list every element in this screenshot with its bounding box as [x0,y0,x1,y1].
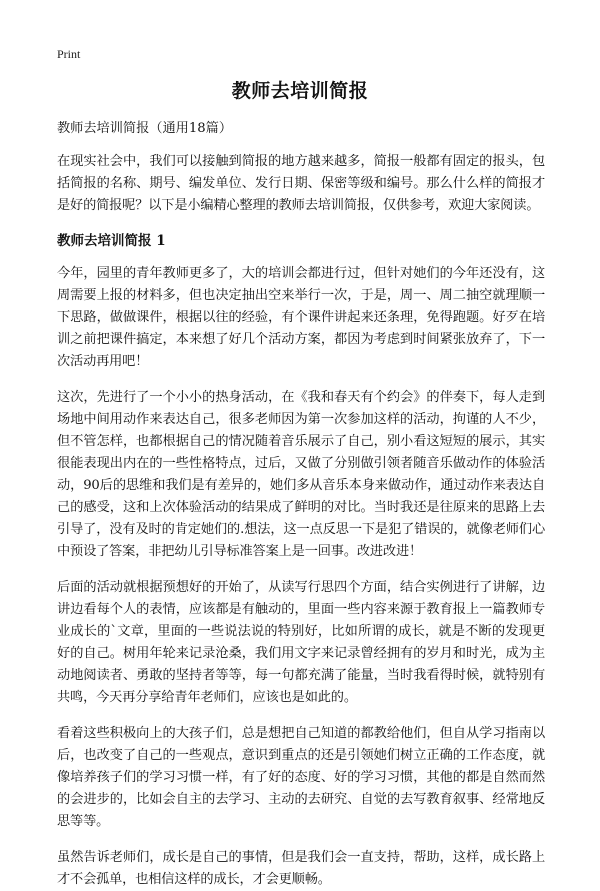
body-paragraph-5: 虽然告诉老师们，成长是自己的事情，但是我们会一直支持，帮助，这样，成长路上才不会孤单，也相信这样的成长，才会更顺畅。 [57,850,545,887]
section-heading: 教师去培训简报 1 [57,233,166,249]
intro-paragraph: 在现实社会中，我们可以接触到简报的地方越来越多，简报一般都有固定的报头，包括简报的名称、期号、编发单位、发行日期、保密等级和编号。那么什么样的简报才是好的简报呢？以下是小编精心整理的教师去培训简报，仅供参考，欢迎大家阅读。 [57,154,545,213]
document-title: 教师去培训简报 [231,80,369,102]
print-label: Print [57,47,81,61]
document-subtitle: 教师去培训简报（通用18篇） [57,121,233,136]
body-paragraph-4: 看着这些积极向上的大孩子们，总是想把自己知道的都教给他们，但自从学习指南以后，也改变了自己的一些观点，意识到重点的还是引领她们树立正确的工作态度，就像培养孩子们的学习习惯一样，有了好的态度、好的学习习惯，其他的都是自然而然的会进步的，比如会自主的去学习、主动的去研究、自觉的去写教育叙事、经常地反思等等。 [57,726,545,829]
document-body [57,118,545,891]
body-paragraph-2: 这次，先进行了一个小小的热身活动，在《我和春天有个约会》的伴奏下，每人走到场地中间用动作来表达自己，很多老师因为第一次参加这样的活动，拘谨的人不少，但不管怎样，也都根据自己的情况随着音乐展示了自己，别小看这短短的展示，其实很能表现出内在的一些性格特点，过后，又做了分别做引领者随音乐做动作的体验活动，90后的思维和我们是有差异的，她们多从音乐本身来做动作，通过动作来表达自己的感受，这和上次体验活动的结果成了鲜明的对比。当时我还是往原来的思路上去引导了，没有及时的肯定她们的.想法，这一点反思一下是犯了错误的，就像老师们心中预设了答案，非把幼儿引导标准答案上是一回事。改进改进！ [57,390,545,559]
body-paragraph-1: 今年，园里的青年教师更多了，大的培训会都进行过，但针对她们的今年还没有，这周需要上报的材料多，但也决定抽出空来举行一次，于是，周一、周二抽空就理顺一下思路，做做课件，根据以往的经验，有个课件讲起来还条理，免得跑题。好歹在培训之前把课件搞定，本来想了好几个活动方案，都因为考虑到时间紧张放弃了，下一次活动再用吧！ [57,266,545,369]
body-paragraph-3: 后面的活动就根据预想好的开始了，从读写行思四个方面，结合实例进行了讲解，边讲边看每个人的表情，应该都是有触动的，里面一些内容来源于教育报上一篇教师专业成长的`文章，里面的一些说法说的特别好，比如所谓的成长，就是不断的发现更好的自己。树用年轮来记录沧桑，我们用文字来记录曾经拥有的岁月和时光，成为主动地阅读者、勇敢的坚持者等等，每一句都充满了能量，当时我看得时候，就特别有共鸣，今天再分享给青年老师们，应该也是如此的。 [57,580,545,705]
